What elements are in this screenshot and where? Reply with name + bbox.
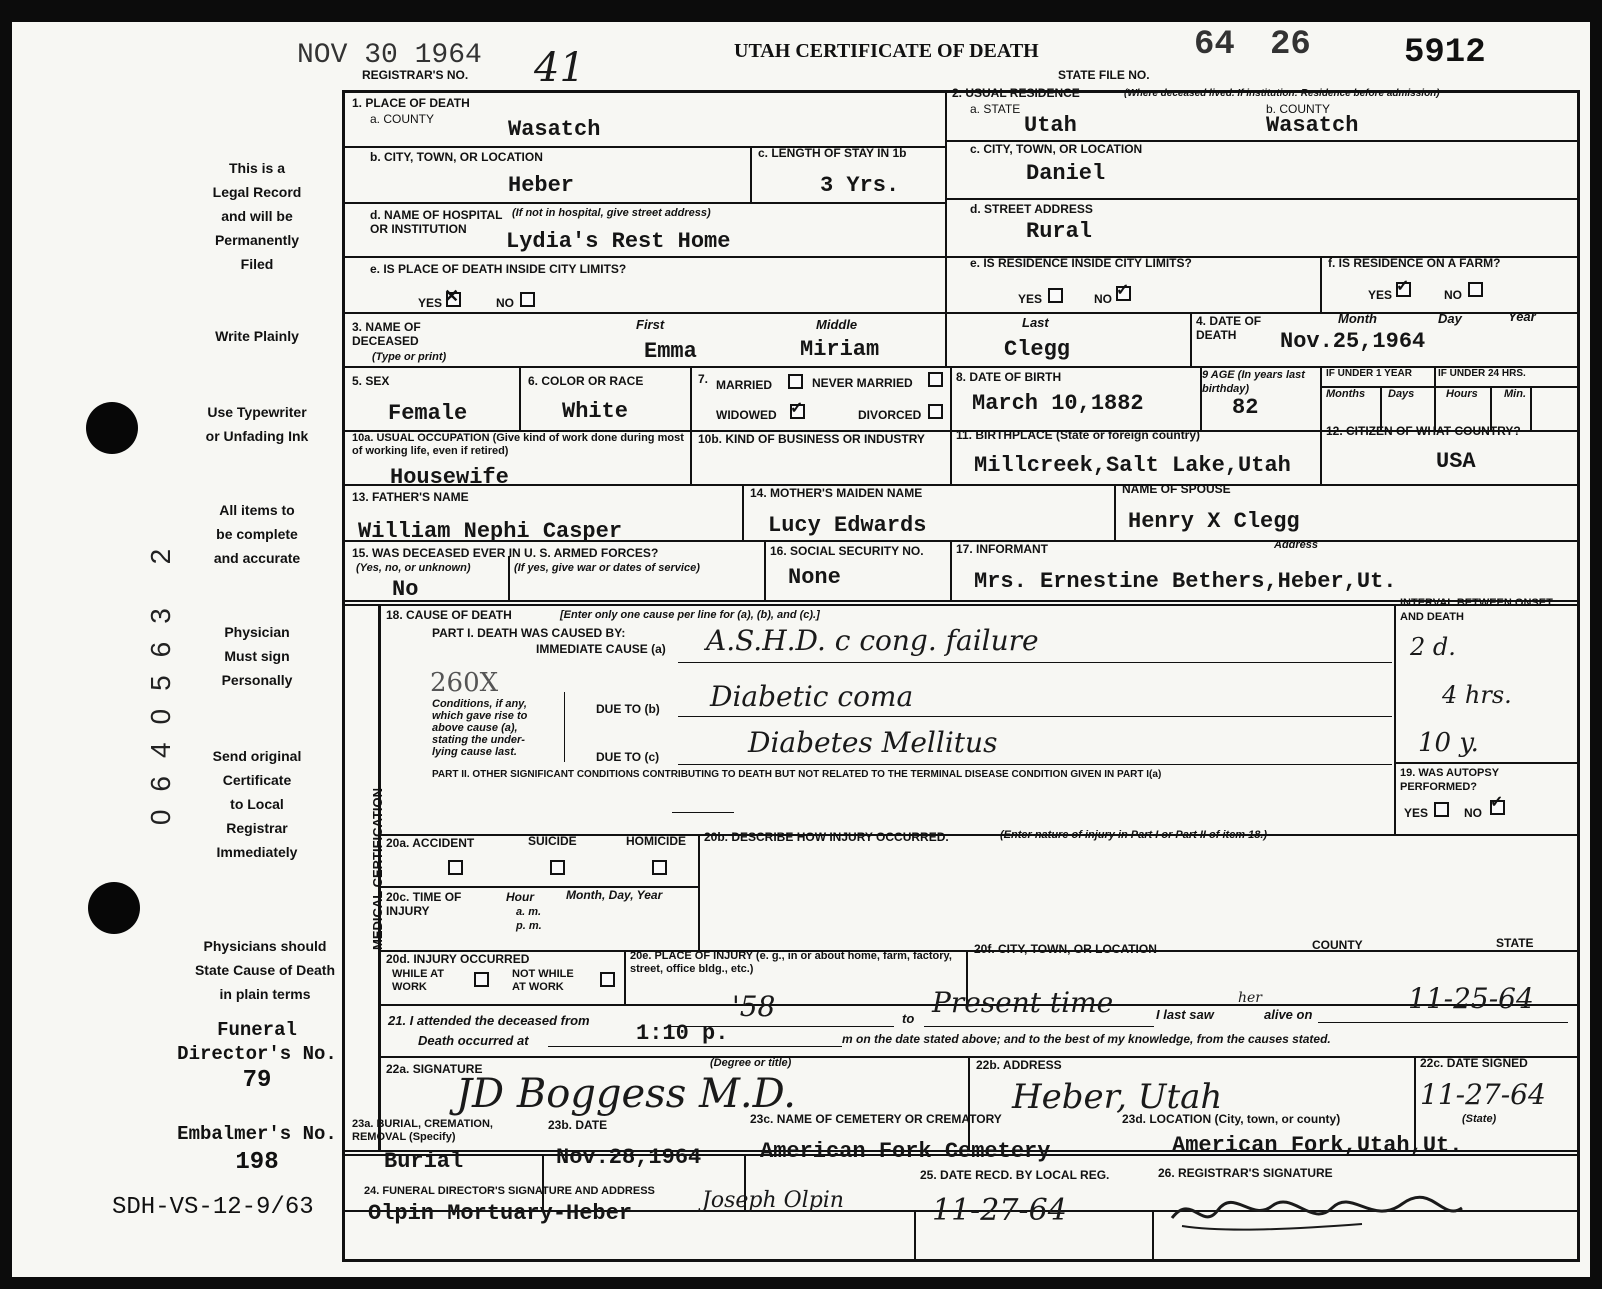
label-place-of-death: 1. PLACE OF DEATH — [352, 96, 470, 110]
label-am: a. m. — [516, 906, 542, 918]
checkbox-2f-no[interactable] — [1468, 282, 1483, 297]
label-race: 6. COLOR OR RACE — [528, 374, 644, 388]
complete-note — [172, 498, 342, 570]
label-month: Month — [1338, 311, 1377, 326]
typewriter-line: Use Typewriter — [207, 404, 307, 420]
label-last-saw: I last saw — [1156, 1007, 1214, 1022]
alive-date[interactable]: 11-25-64 — [1408, 982, 1534, 1015]
sex[interactable]: Female — [388, 401, 468, 426]
state-file-label: STATE FILE NO. — [1058, 68, 1150, 82]
last-name[interactable]: Clegg — [1004, 337, 1071, 362]
label-first: First — [636, 317, 665, 332]
label-homicide: HOMICIDE — [626, 834, 686, 848]
label-usual-residence: 2. USUAL RESIDENCE — [952, 86, 1080, 100]
send-original-note — [172, 744, 342, 864]
label-conditions — [432, 698, 527, 758]
hospital-name[interactable]: Lydia's Rest Home — [506, 229, 731, 254]
label-under-24-hrs: IF UNDER 24 HRS. — [1438, 368, 1526, 379]
label-death-occurred: Death occurred at — [418, 1033, 529, 1048]
label-months: Months — [1326, 388, 1366, 400]
death-time[interactable]: 1:10 p. — [636, 1021, 729, 1046]
label-length-of-stay: c. LENGTH OF STAY IN 1b — [758, 146, 907, 160]
cause-b[interactable]: Diabetic coma — [710, 680, 914, 713]
checkmark-icon: ✓ — [1396, 278, 1410, 295]
label-date-stated: m on the date stated above; and to the best of my knowledge, from the causes stated. — [842, 1032, 1331, 1046]
label-date-of-birth: 8. DATE OF BIRTH — [956, 370, 1062, 384]
label-last: Last — [1022, 315, 1049, 330]
label-residence-city-limits: e. IS RESIDENCE INSIDE CITY LIMITS? — [970, 256, 1192, 270]
send-line: Send original — [212, 748, 302, 764]
registrar-signature — [1162, 1182, 1472, 1242]
label-suicide: SUICIDE — [528, 834, 577, 848]
label-hospital: d. NAME OF HOSPITAL OR INSTITUTION — [370, 208, 503, 236]
death-county[interactable]: Wasatch — [508, 117, 601, 142]
label-father: 13. FATHER'S NAME — [352, 490, 469, 504]
label-injury-state: STATE — [1496, 936, 1534, 950]
funeral-label-line: Director's No. — [177, 1043, 337, 1065]
label-citizen: 12. CITIZEN OF WHAT COUNTRY? — [1326, 424, 1521, 438]
legal-line: Permanently — [214, 232, 300, 248]
label-res-state: a. STATE — [970, 102, 1021, 116]
label-informant: 17. INFORMANT — [956, 542, 1049, 556]
label-cause-of-death: 18. CAUSE OF DEATH — [386, 608, 512, 622]
first-name[interactable]: Emma — [644, 339, 697, 364]
label-degree: (Degree or title) — [710, 1057, 792, 1069]
date-of-birth[interactable]: March 10,1882 — [972, 391, 1144, 416]
label-injury-note: (Enter nature of injury in Part I or Part II of item 18.) — [1000, 829, 1268, 841]
label-name-of-deceased: 3. NAME OF DECEASED — [352, 320, 421, 348]
label-armed-forces: 15. WAS DECEASED EVER IN U. S. ARMED FORCES? — [352, 546, 659, 560]
funeral-label-line: Funeral — [217, 1019, 297, 1041]
checkbox-suicide[interactable] — [550, 860, 565, 875]
label-describe-injury: 20b. DESCRIBE HOW INJURY OCCURRED. — [704, 830, 949, 844]
certificate-title — [734, 40, 1039, 63]
conditions-line: stating the under- — [432, 734, 525, 746]
label-yes-autopsy: YES — [1404, 806, 1429, 820]
her[interactable]: her — [1238, 990, 1262, 1006]
checkbox-divorced[interactable] — [928, 404, 943, 419]
checkbox-accident[interactable] — [448, 860, 463, 875]
checkmark-icon: ✓ — [1490, 794, 1504, 811]
label-cause-note: [Enter only one cause per line for (a), (b), and (c).] — [560, 609, 820, 621]
label-to: to — [902, 1011, 915, 1026]
label-injury-occurred: 20d. INJURY OCCURRED — [386, 952, 530, 966]
race[interactable]: White — [562, 399, 629, 424]
cemetery-location[interactable]: American Fork,Utah,Ut. — [1172, 1133, 1463, 1158]
label-no-2f: NO — [1444, 288, 1462, 302]
checkbox-while-at-work[interactable] — [474, 972, 489, 987]
label-yes-1e: YES — [418, 296, 443, 310]
label-burial: 23a. BURIAL, CREMATION, REMOVAL (Specify) — [352, 1118, 493, 1143]
signer-address[interactable]: Heber, Utah — [1012, 1077, 1223, 1117]
checkbox-2e-yes[interactable] — [1048, 288, 1063, 303]
mother-name[interactable]: Lucy Edwards — [768, 513, 927, 538]
label-yes-2f: YES — [1368, 288, 1393, 302]
title-rest: CERTIFICATE OF DEATH — [795, 40, 1039, 62]
cemetery[interactable]: American Fork Cemetery — [760, 1139, 1051, 1164]
label-min: Min. — [1504, 388, 1526, 400]
label-attended-from: 21. I attended the deceased from — [388, 1013, 590, 1028]
label-death-city: b. CITY, TOWN, OR LOCATION — [370, 150, 543, 164]
label-no-1e: NO — [496, 296, 514, 310]
label-never-married: NEVER MARRIED — [812, 376, 913, 390]
label-injury-county: COUNTY — [1312, 938, 1363, 952]
label-day: Day — [1438, 311, 1462, 326]
punch-hole-bottom — [88, 882, 140, 934]
margin-code: 260X — [430, 668, 499, 698]
label-hour: Hour — [506, 890, 534, 904]
send-line: Registrar — [226, 820, 288, 836]
occupation[interactable]: Housewife — [390, 465, 509, 490]
file-prefix-a: 64 — [1194, 26, 1235, 64]
funeral-director-no: 79 — [242, 1067, 272, 1094]
label-due-to-b: DUE TO (b) — [596, 702, 660, 716]
attended-to[interactable]: Present time — [932, 986, 1114, 1019]
registrar-no: 41 — [534, 45, 585, 91]
residence-county[interactable]: Wasatch — [1266, 113, 1359, 138]
label-year: Year — [1508, 309, 1536, 324]
label-street-address: d. STREET ADDRESS — [970, 202, 1093, 216]
informant[interactable]: Mrs. Ernestine Bethers,Heber,Ut. — [974, 569, 1397, 594]
label-place-of-injury: 20e. PLACE OF INJURY (e. g., in or about home, farm, factory, street, office bldg., etc.) — [630, 950, 952, 975]
label-address-informant: Address — [1274, 539, 1319, 551]
label-ssn: 16. SOCIAL SECURITY NO. — [770, 544, 924, 558]
label-occupation: 10a. USUAL OCCUPATION (Give kind of work done during most of working life, even if retired) — [352, 432, 684, 457]
label-part1: PART I. DEATH WAS CAUSED BY: — [432, 626, 626, 640]
checkbox-1e-no[interactable] — [520, 292, 535, 307]
file-prefix-b: 26 — [1270, 26, 1311, 64]
label-interval: INTERVAL BETWEEN ONSET AND DEATH — [1400, 597, 1553, 623]
label-pm: p. m. — [516, 920, 542, 932]
legal-line: and will be — [221, 208, 293, 224]
vertical-serial-number: 0640563 2 — [145, 530, 177, 826]
burial[interactable]: Burial — [384, 1149, 464, 1174]
death-certificate — [12, 22, 1590, 1277]
social-security[interactable]: None — [788, 565, 841, 590]
date-signed[interactable]: 11-27-64 — [1420, 1078, 1546, 1111]
complete-line: and accurate — [213, 550, 301, 566]
conditions-line: Conditions, if any, — [432, 698, 527, 710]
physician-line: Personally — [221, 672, 293, 688]
armed-forces[interactable]: No — [392, 577, 419, 602]
write-plainly-note: Write Plainly — [215, 328, 299, 344]
complete-line: All items to — [219, 502, 295, 518]
label-medical-certification: MEDICAL CERTIFICATION — [370, 787, 386, 951]
label-mother: 14. MOTHER'S MAIDEN NAME — [750, 486, 923, 500]
birthplace[interactable]: Millcreek,Salt Lake,Utah — [974, 453, 1291, 478]
physicians-line: in plain terms — [219, 986, 311, 1002]
label-res-county: b. COUNTY — [1266, 102, 1331, 116]
checkbox-homicide[interactable] — [652, 860, 667, 875]
send-line: Immediately — [216, 844, 298, 860]
date-of-death[interactable]: Nov.25,1964 — [1280, 329, 1426, 354]
conditions-line: which gave rise to — [432, 710, 528, 722]
physician-signature[interactable]: JD Boggess M.D. — [456, 1071, 796, 1117]
physician-line: Physician — [224, 624, 290, 640]
spouse-name[interactable]: Henry X Clegg — [1128, 509, 1300, 534]
punch-hole-top — [86, 402, 138, 454]
label-date-received: 25. DATE RECD. BY LOCAL REG. — [920, 1168, 1110, 1182]
label-registrar-signature: 26. REGISTRAR'S SIGNATURE — [1158, 1166, 1333, 1180]
label-birthplace: 11. BIRTHPLACE (State or foreign country) — [956, 428, 1201, 442]
label-armed-note-a: (Yes, no, or unknown) — [356, 562, 471, 574]
label-no-autopsy: NO — [1464, 806, 1482, 820]
label-accident: 20a. ACCIDENT — [386, 836, 475, 850]
physicians-line: State Cause of Death — [194, 962, 336, 978]
length-of-stay[interactable]: 3 Yrs. — [820, 173, 900, 198]
checkmark-icon: ✓ — [790, 400, 804, 417]
typewriter-line: or Unfading Ink — [205, 428, 309, 444]
age[interactable]: 82 — [1232, 395, 1259, 420]
label-cemetery-location: 23d. LOCATION (City, town, or county) — [1122, 1112, 1341, 1126]
form-code: SDH-VS-12-9/63 — [112, 1194, 314, 1221]
label-time-of-injury: 20c. TIME OF INJURY — [386, 890, 462, 918]
embalmer-no: 198 — [235, 1149, 279, 1176]
label-not-while-at-work: NOT WHILE AT WORK — [512, 968, 574, 993]
label-hospital-note: (If not in hospital, give street address) — [512, 207, 711, 219]
checkbox-autopsy-yes[interactable] — [1434, 802, 1449, 817]
label-date-signed: 22c. DATE SIGNED — [1420, 1056, 1528, 1070]
label-married: MARRIED — [716, 378, 772, 392]
street-address[interactable]: Rural — [1026, 219, 1093, 244]
cause-c[interactable]: Diabetes Mellitus — [748, 726, 998, 759]
conditions-line: above cause (a), — [432, 722, 518, 734]
funeral-director-no-label — [162, 1018, 352, 1066]
funeral-director[interactable]: Olpin Mortuary-Heber — [368, 1201, 633, 1226]
label-state-paren: (State) — [1462, 1113, 1497, 1125]
legal-line: Legal Record — [212, 184, 302, 200]
checkbox-never-married[interactable] — [928, 372, 943, 387]
label-sex: 5. SEX — [352, 374, 390, 388]
label-divorced: DIVORCED — [858, 408, 922, 422]
label-under-1-year: IF UNDER 1 YEAR — [1326, 368, 1412, 379]
label-alive-on: alive on — [1264, 1007, 1313, 1022]
complete-line: be complete — [216, 526, 298, 542]
funeral-director-signature[interactable]: Joseph Olpin — [702, 1188, 844, 1213]
label-res-city: c. CITY, TOWN, OR LOCATION — [970, 142, 1143, 156]
registrar-no-label: REGISTRAR'S NO. — [362, 68, 469, 82]
label-date-of-death: 4. DATE OF DEATH — [1196, 314, 1262, 342]
embalmer-no-label: Embalmer's No. — [177, 1123, 337, 1145]
label-due-to-c: DUE TO (c) — [596, 750, 660, 764]
middle-name[interactable]: Miriam — [800, 337, 880, 362]
send-line: Certificate — [222, 772, 292, 788]
label-hours: Hours — [1446, 388, 1478, 400]
label-item-7: 7. — [698, 372, 709, 386]
checkmark-icon: ✓ — [1116, 282, 1130, 299]
label-no-2e: NO — [1094, 292, 1112, 306]
legal-line: This is a — [228, 160, 286, 176]
legal-line: Filed — [240, 256, 274, 272]
label-injury-city: 20f. CITY, TOWN, OR LOCATION — [974, 942, 1157, 956]
physicians-line: Physicians should — [203, 938, 327, 954]
interval-c[interactable]: 10 y. — [1418, 728, 1479, 758]
label-month-day-year: Month, Day, Year — [566, 888, 663, 902]
checkbox-not-while-at-work[interactable] — [600, 972, 615, 987]
label-part2: PART II. OTHER SIGNIFICANT CONDITIONS CONTRIBUTING TO DEATH BUT NOT RELATED TO THE TERMINAL DISEASE CONDITION GIVEN IN PART I(a) — [432, 769, 1162, 780]
label-age: 9 AGE (In years last birthday) — [1202, 369, 1305, 395]
label-residence-note: (Where deceased lived. If institution: Residence before admission) — [1124, 88, 1440, 99]
date-received[interactable]: 11-27-64 — [932, 1193, 1067, 1228]
label-farm: f. IS RESIDENCE ON A FARM? — [1328, 256, 1501, 270]
death-city[interactable]: Heber — [508, 173, 575, 198]
label-days: Days — [1388, 388, 1415, 400]
label-spouse: NAME OF SPOUSE — [1122, 482, 1231, 496]
residence-state[interactable]: Utah — [1024, 113, 1077, 138]
interval-b[interactable]: 4 hrs. — [1442, 681, 1512, 709]
label-immediate-cause: IMMEDIATE CAUSE (a) — [536, 642, 666, 656]
citizen-country[interactable]: USA — [1436, 449, 1476, 474]
label-while-at-work: WHILE AT WORK — [392, 968, 444, 993]
residence-city[interactable]: Daniel — [1026, 161, 1106, 186]
burial-date[interactable]: Nov.28,1964 — [556, 1145, 702, 1170]
label-signature: 22a. SIGNATURE — [386, 1062, 483, 1076]
cause-a[interactable]: A.S.H.D. c cong. failure — [706, 624, 1039, 657]
label-yes-2e: YES — [1018, 292, 1043, 306]
state-file-no: 5912 — [1404, 34, 1486, 72]
label-middle: Middle — [816, 317, 858, 332]
physician-line: Must sign — [224, 648, 290, 664]
attended-from[interactable]: '58 — [732, 990, 776, 1023]
label-business: 10b. KIND OF BUSINESS OR INDUSTRY — [698, 432, 925, 446]
label-type-or-print: (Type or print) — [372, 351, 447, 363]
send-line: to Local — [230, 796, 284, 812]
label-autopsy: 19. WAS AUTOPSY PERFORMED? — [1400, 767, 1499, 793]
legal-record-note — [172, 156, 342, 276]
label-inside-city-limits: e. IS PLACE OF DEATH INSIDE CITY LIMITS? — [370, 262, 627, 276]
label-cemetery: 23c. NAME OF CEMETERY OR CREMATORY — [750, 1112, 1002, 1126]
physician-sign-note — [172, 620, 342, 692]
label-county: a. COUNTY — [370, 112, 435, 126]
conditions-line: lying cause last. — [432, 746, 517, 758]
typewriter-note — [172, 400, 342, 448]
received-stamp: NOV 30 1964 — [297, 40, 482, 71]
label-armed-note-b: (If yes, give war or dates of service) — [514, 562, 700, 574]
label-signer-address: 22b. ADDRESS — [976, 1058, 1062, 1072]
label-funeral-director: 24. FUNERAL DIRECTOR'S SIGNATURE AND ADDRESS — [364, 1185, 655, 1197]
interval-a[interactable]: 2 d. — [1410, 633, 1456, 661]
checkbox-married[interactable] — [788, 374, 803, 389]
label-burial-date: 23b. DATE — [548, 1118, 608, 1132]
label-widowed: WIDOWED — [716, 408, 777, 422]
title-state: UTAH — [734, 40, 791, 62]
father-name[interactable]: William Nephi Casper — [358, 519, 623, 544]
checkmark-icon: ✕ — [444, 286, 460, 306]
physicians-should-note — [172, 934, 358, 1006]
